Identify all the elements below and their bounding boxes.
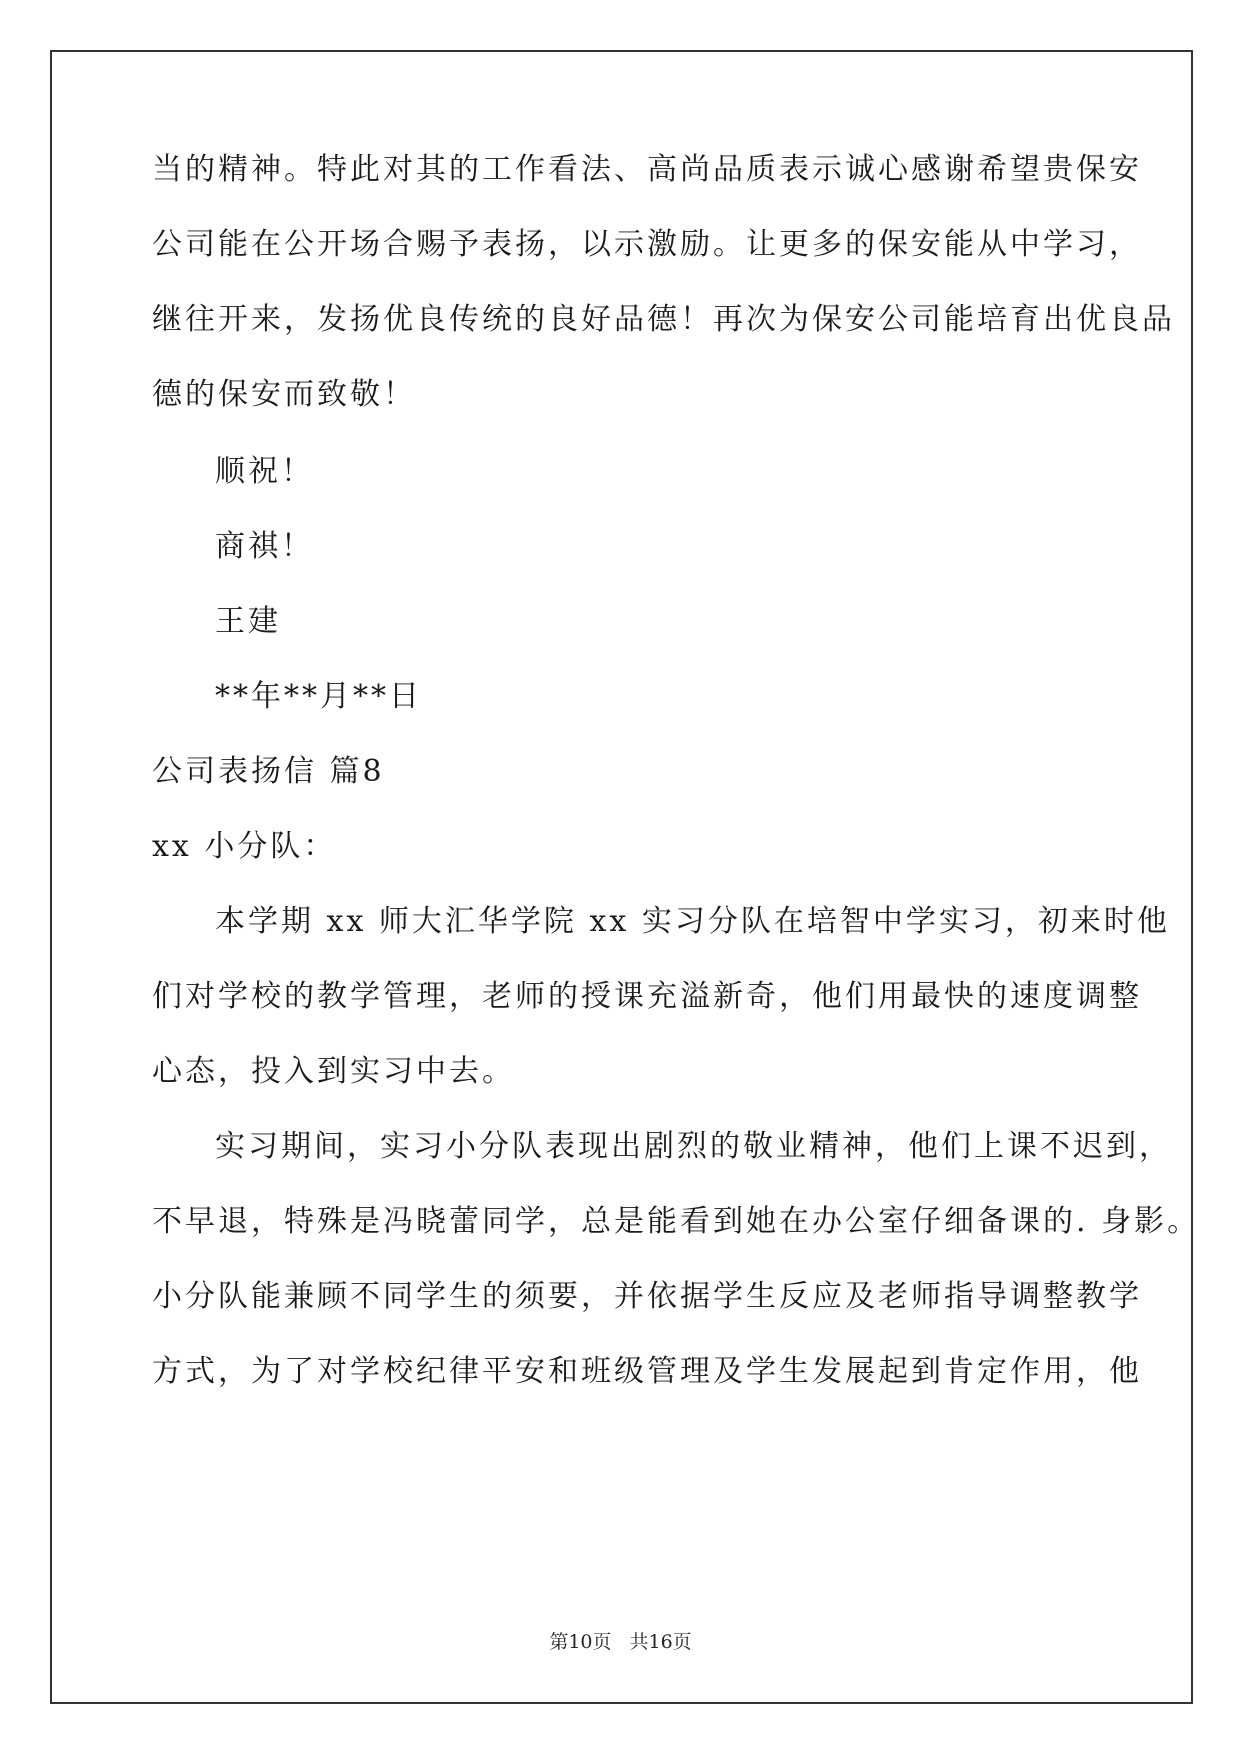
text-line-3: 继往开来，发扬优良传统的良好品德！再次为保安公司能培育出优良品 bbox=[152, 302, 1175, 337]
closing-greeting: 顺祝！ bbox=[215, 454, 314, 489]
page-number-total: 共16页 bbox=[629, 1631, 692, 1653]
salutation: xx 小分队： bbox=[152, 829, 337, 864]
section-heading: 公司表扬信 篇8 bbox=[152, 754, 385, 789]
signature-date: **年**月**日 bbox=[215, 679, 422, 714]
text-line-1: 当的精神。特此对其的工作看法、高尚品质表示诚心感谢希望贵保安 bbox=[152, 152, 1142, 187]
text-line-17: 方式，为了对学校纪律平安和班级管理及学生发展起到肯定作用，他 bbox=[152, 1354, 1142, 1389]
text-line-16: 小分队能兼顾不同学生的须要，并依据学生反应及老师指导调整教学 bbox=[152, 1279, 1142, 1314]
text-line-4: 德的保安而致敬！ bbox=[152, 377, 416, 412]
page-frame bbox=[50, 50, 1193, 1704]
signature-name: 王建 bbox=[215, 604, 281, 639]
text-line-2: 公司能在公开场合赐予表扬，以示激励。让更多的保安能从中学习， bbox=[152, 227, 1142, 262]
text-line-14: 实习期间，实习小分队表现出剧烈的敬业精神，他们上课不迟到， bbox=[215, 1129, 1172, 1164]
text-line-15: 不早退，特殊是冯晓蕾同学，总是能看到她在办公室仔细备课的. 身影。 bbox=[152, 1204, 1201, 1239]
page-footer bbox=[0, 1630, 1241, 1654]
text-line-12: 们对学校的教学管理，老师的授课充溢新奇，他们用最快的速度调整 bbox=[152, 979, 1142, 1014]
page-number-current: 第10页 bbox=[549, 1631, 612, 1653]
text-line-11: 本学期 xx 师大汇华学院 xx 实习分队在培智中学实习，初来时他 bbox=[215, 904, 1170, 939]
closing-wish: 商祺！ bbox=[215, 529, 314, 564]
text-line-13: 心态，投入到实习中去。 bbox=[152, 1054, 515, 1089]
